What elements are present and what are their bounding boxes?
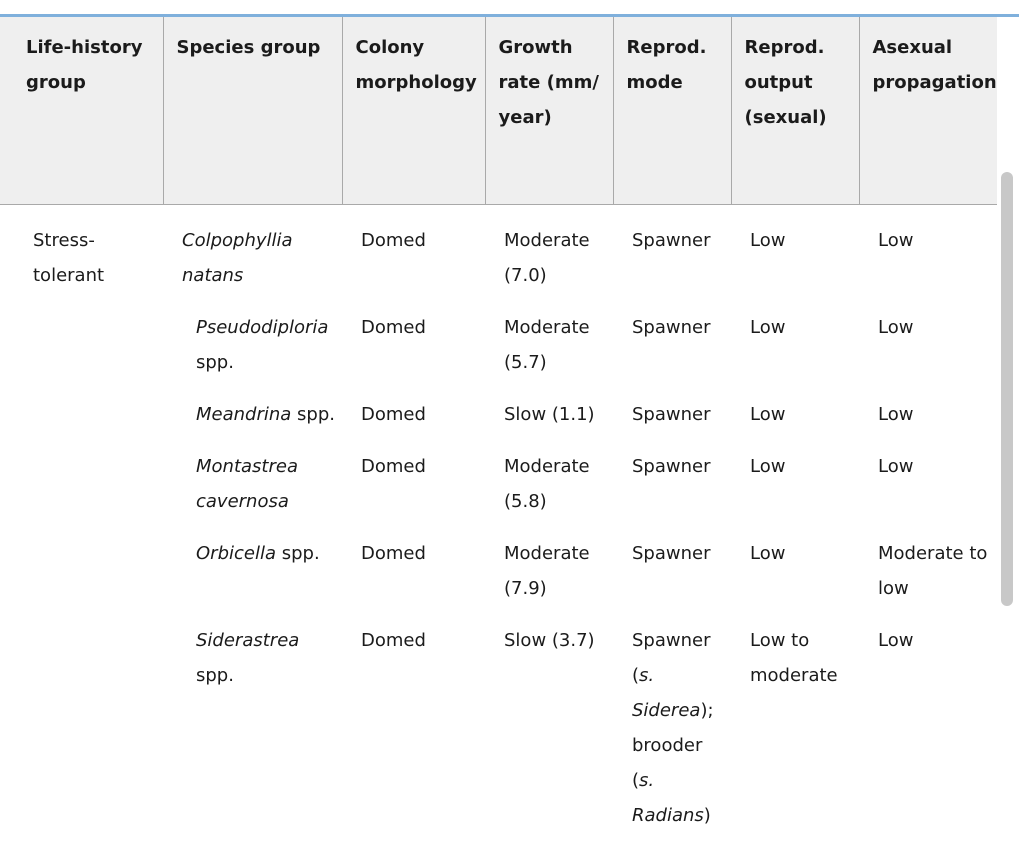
- growth-cell: Moderate (7.9): [504, 542, 590, 599]
- mode-species-siderea: s. Siderea: [632, 664, 701, 721]
- growth-cell: Slow (3.7): [504, 629, 595, 651]
- species-name: Montastrea cavernosa: [196, 455, 298, 512]
- header-colony-morphology: Colony morphology: [342, 17, 485, 204]
- header-species-group: Species group: [163, 17, 342, 204]
- mode-cell: Spawner: [632, 403, 711, 425]
- asexual-cell: Low: [878, 316, 914, 338]
- output-cell: Low: [750, 316, 786, 338]
- mode-paren-close: );: [700, 699, 714, 721]
- species-name: Pseudodiploria: [196, 316, 329, 338]
- vertical-scrollbar-thumb[interactable]: [1001, 172, 1013, 606]
- growth-cell: Slow (1.1): [504, 403, 595, 425]
- morphology-cell: Domed: [361, 542, 426, 564]
- morphology-cell: Domed: [361, 229, 426, 251]
- species-cell: [163, 536, 342, 623]
- growth-cell: Moderate (5.7): [504, 316, 590, 373]
- asexual-cell: Low: [878, 629, 914, 651]
- mode-brooder: brooder: [632, 734, 703, 756]
- group-cell: Stress-tolerant: [33, 229, 105, 286]
- mode-cell: [613, 623, 731, 850]
- asexual-cell: Low: [878, 403, 914, 425]
- species-name: Siderastrea: [196, 629, 300, 651]
- species-cell: [163, 397, 342, 449]
- table-row: [0, 204, 997, 310]
- species-suffix: spp.: [291, 403, 335, 425]
- mode-cell: Spawner: [632, 229, 711, 251]
- mode-paren-close-2: ): [703, 804, 711, 826]
- table-viewport[interactable]: [0, 17, 997, 854]
- mode-paren-open-2: (: [632, 769, 640, 791]
- species-cell: [163, 204, 342, 310]
- mode-text: Spawner: [632, 629, 711, 651]
- output-cell: Low to moderate: [750, 629, 838, 686]
- species-cell: [163, 623, 342, 850]
- species-cell: [163, 449, 342, 536]
- species-name: Orbicella: [196, 542, 276, 564]
- coral-traits-table: [0, 17, 997, 850]
- mode-cell: Spawner: [632, 455, 711, 477]
- species-suffix: spp.: [196, 351, 234, 373]
- growth-cell: Moderate (7.0): [504, 229, 590, 286]
- output-cell: Low: [750, 229, 786, 251]
- growth-cell: Moderate (5.8): [504, 455, 590, 512]
- species-suffix: spp.: [196, 664, 234, 686]
- mode-paren-open: (: [632, 664, 640, 686]
- species-cell: [163, 310, 342, 397]
- header-asexual-propagation: Asexual propagation: [859, 17, 997, 204]
- mode-cell: Spawner: [632, 542, 711, 564]
- header-row: [0, 17, 997, 204]
- output-cell: Low: [750, 542, 786, 564]
- morphology-cell: Domed: [361, 316, 426, 338]
- morphology-cell: Domed: [361, 403, 426, 425]
- header-growth-rate: Growth rate (mm/ year): [485, 17, 613, 204]
- output-cell: Low: [750, 455, 786, 477]
- asexual-cell: Moderate to low: [878, 542, 988, 599]
- header-life-history-group: Life-history group: [0, 17, 163, 204]
- mode-species-radians: s. Radians: [632, 769, 704, 826]
- header-reprod-output: Reprod. output (sexual): [731, 17, 859, 204]
- mode-cell: Spawner: [632, 316, 711, 338]
- morphology-cell: Domed: [361, 455, 426, 477]
- output-cell: Low: [750, 403, 786, 425]
- species-name: Meandrina: [196, 403, 292, 425]
- morphology-cell: Domed: [361, 629, 426, 651]
- species-suffix: spp.: [276, 542, 320, 564]
- asexual-cell: Low: [878, 455, 914, 477]
- asexual-cell: Low: [878, 229, 914, 251]
- header-reprod-mode: Reprod. mode: [613, 17, 731, 204]
- species-name: Colpophyllia natans: [182, 229, 293, 286]
